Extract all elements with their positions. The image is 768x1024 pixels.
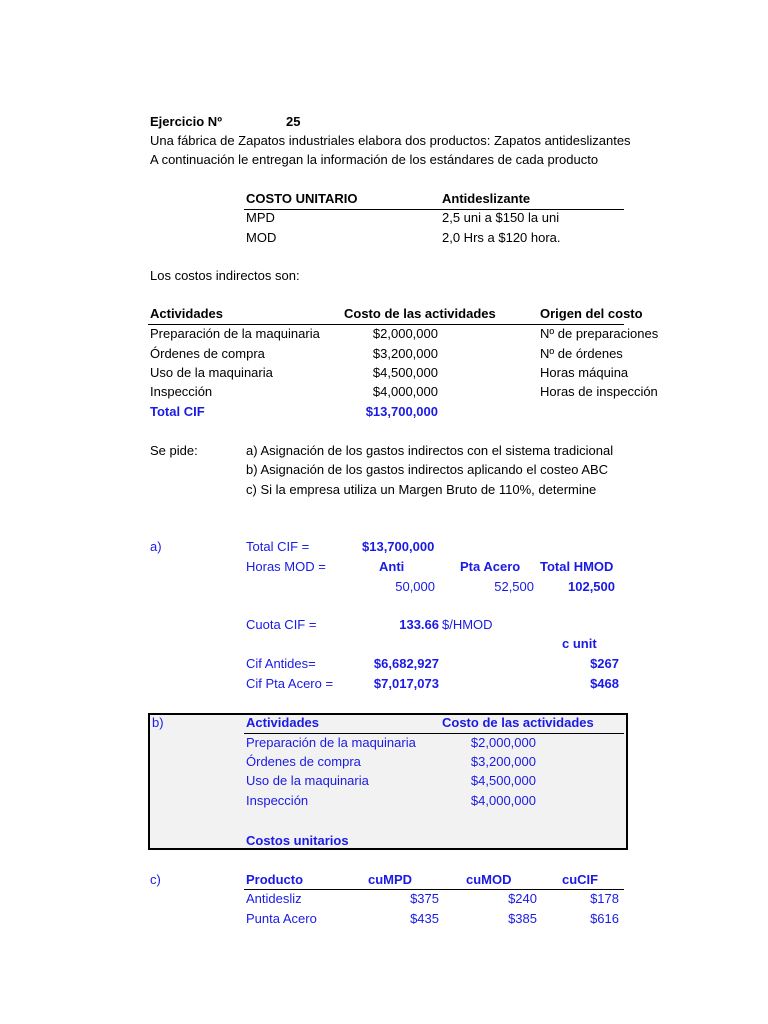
activity-origin: Nº de órdenes: [540, 346, 623, 361]
part-b-activity-cost: $2,000,000: [470, 735, 536, 750]
part-c-mpd: $375: [410, 891, 439, 906]
col-anti-header: Anti: [379, 559, 405, 574]
se-pide-item: a) Asignación de los gastos indirectos con el sistema tradicional: [246, 443, 614, 458]
part-b-label: b): [152, 715, 164, 730]
cuota-cif-unit: $/HMOD: [442, 617, 493, 632]
se-pide-label: Se pide:: [150, 443, 198, 458]
activity-origin: Nº de preparaciones: [540, 326, 659, 341]
part-b-activity-cost: $4,500,000: [470, 773, 536, 788]
part-b-activity-cost: $3,200,000: [470, 754, 536, 769]
intro-line-2: A continuación le entregan la información de los estándares de cada producto: [150, 152, 599, 167]
unit-cost-header: COSTO UNITARIO: [246, 191, 358, 206]
activities-cost-header: Costo de las actividades: [344, 306, 496, 321]
indirect-costs-intro: Los costos indirectos son:: [150, 268, 300, 283]
activities-origin-header: Origen del costo: [540, 306, 643, 321]
unit-cost-header-anti: Antideslizante: [442, 191, 531, 206]
part-c-mod: $385: [508, 911, 537, 926]
se-pide-item: b) Asignación de los gastos indirectos aplicando el costeo ABC: [246, 462, 609, 477]
cif-pta-label: Cif Pta Acero =: [246, 676, 334, 691]
cuota-cif-value: 133.66: [399, 617, 439, 632]
part-b-cost-header: Costo de las actividades: [442, 715, 594, 730]
exercise-number: 25: [286, 114, 301, 129]
part-b-activity-name: Inspección: [246, 793, 309, 808]
part-b-activity-name: Uso de la maquinaria: [246, 773, 369, 788]
part-b-activity-name: Preparación de la maquinaria: [246, 735, 416, 750]
part-c-label: c): [150, 872, 161, 887]
intro-line-1: Una fábrica de Zapatos industriales elabora dos productos: Zapatos antideslizantes: [150, 133, 631, 148]
part-a-label: a): [150, 539, 162, 554]
part-c-header-cif: cuCIF: [562, 872, 599, 887]
cif-antides-unit: $267: [590, 656, 619, 671]
activity-cost: $3,200,000: [372, 346, 438, 361]
col-total-header: Total HMOD: [540, 559, 614, 574]
cif-pta-unit: $468: [590, 676, 619, 691]
cif-pta-value: $7,017,073: [373, 676, 439, 691]
part-c-cif: $616: [590, 911, 619, 926]
activity-cost: $4,000,000: [372, 384, 438, 399]
total-cif-eq-label: Total CIF =: [246, 539, 310, 554]
exercise-label: Ejercicio Nº: [150, 114, 222, 129]
hmod-pta-value: 52,500: [494, 579, 534, 594]
total-cif-eq-value: $13,700,000: [362, 539, 435, 554]
unit-cost-label: MOD: [246, 230, 277, 245]
part-c-product: Antidesliz: [246, 891, 302, 906]
activities-header: Actividades: [150, 306, 223, 321]
part-b-activity-cost: $4,000,000: [470, 793, 536, 808]
horas-mod-label: Horas MOD =: [246, 559, 326, 574]
unit-cost-divider: [244, 209, 624, 210]
unit-costs-label: Costos unitarios: [246, 833, 349, 848]
part-c-header-mpd: cuMPD: [368, 872, 413, 887]
hmod-anti-value: 50,000: [395, 579, 435, 594]
activity-cost: $4,500,000: [372, 365, 438, 380]
part-c-mod: $240: [508, 891, 537, 906]
unit-cost-value: 2,0 Hrs a $120 hora.: [442, 230, 561, 245]
part-c-cif: $178: [590, 891, 619, 906]
part-c-divider: [244, 889, 624, 890]
col-pta-header: Pta Acero: [460, 559, 521, 574]
total-cif-label: Total CIF: [150, 404, 205, 419]
part-b-divider: [244, 733, 624, 734]
activity-name: Inspección: [150, 384, 213, 399]
activity-origin: Horas máquina: [540, 365, 629, 380]
activity-name: Órdenes de compra: [150, 346, 265, 361]
cif-antides-value: $6,682,927: [373, 656, 439, 671]
activity-cost: $2,000,000: [372, 326, 438, 341]
cuota-cif-label: Cuota CIF =: [246, 617, 317, 632]
unit-cost-label: MPD: [246, 210, 275, 225]
activity-name: Uso de la maquinaria: [150, 365, 273, 380]
activity-name: Preparación de la maquinaria: [150, 326, 320, 341]
part-c-header-product: Producto: [246, 872, 304, 887]
hmod-total-value: 102,500: [568, 579, 615, 594]
activity-origin: Horas de inspección: [540, 384, 658, 399]
part-b-activity-name: Órdenes de compra: [246, 754, 361, 769]
part-c-product: Punta Acero: [246, 911, 317, 926]
unit-cost-value: 2,5 uni a $150 la uni: [442, 210, 560, 225]
part-b-activities-header: Actividades: [246, 715, 319, 730]
activities-divider: [148, 324, 624, 325]
cif-antides-label: Cif Antides=: [246, 656, 316, 671]
se-pide-item: c) Si la empresa utiliza un Margen Bruto de 110%, determine: [246, 482, 597, 497]
total-cif-value: $13,700,000: [365, 404, 438, 419]
part-c-header-mod: cuMOD: [466, 872, 512, 887]
part-c-mpd: $435: [410, 911, 439, 926]
c-unit-label: c unit: [562, 636, 597, 651]
